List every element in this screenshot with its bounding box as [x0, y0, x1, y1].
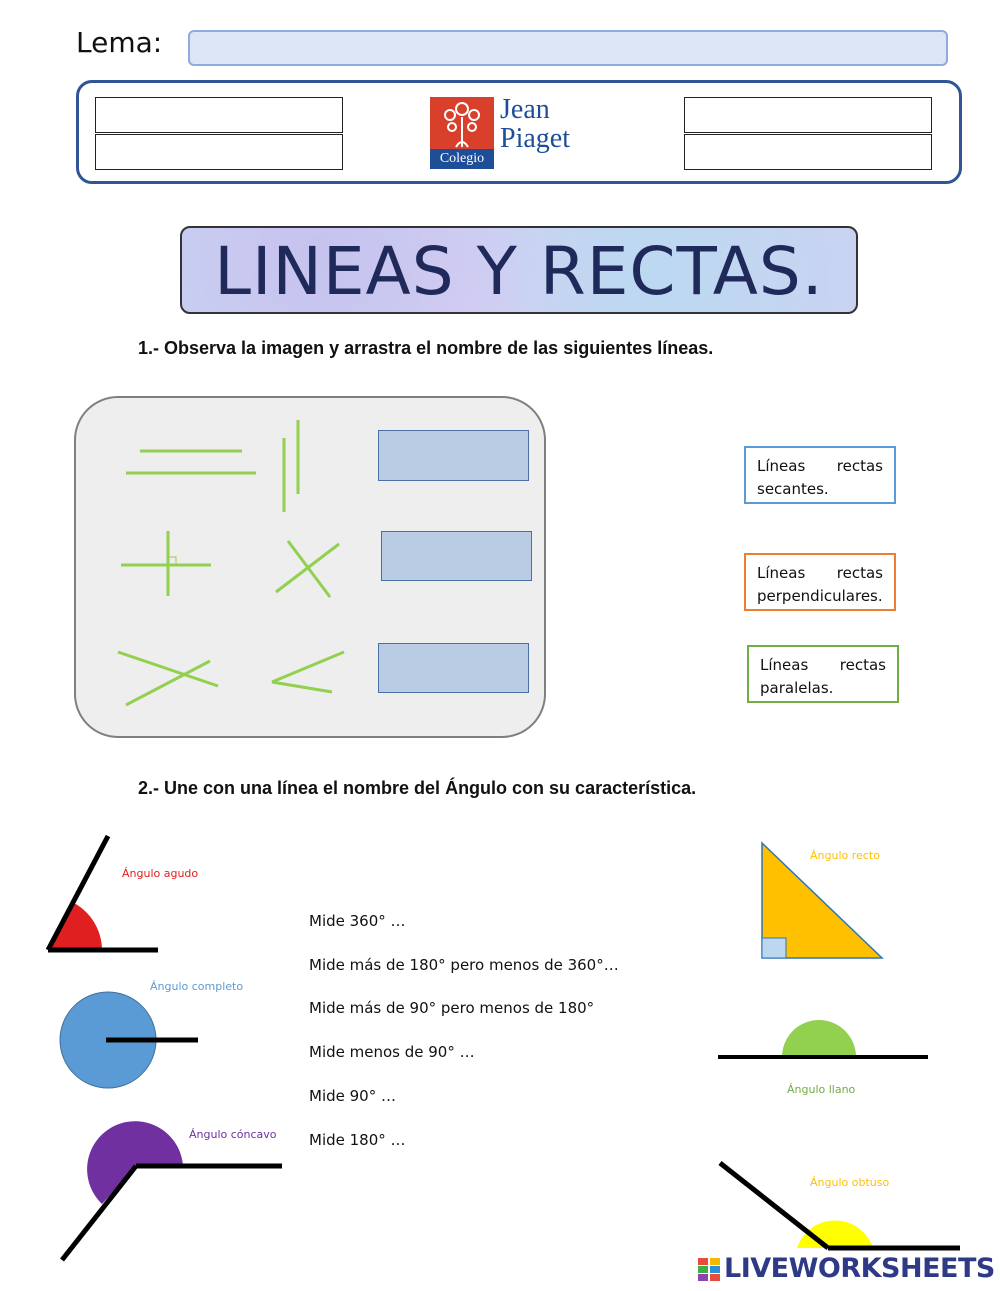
complete-angle-figure [60, 992, 198, 1088]
characteristic-item: Mide 180° … [309, 1131, 406, 1149]
parallel-vertical-lines [284, 420, 298, 512]
school-logo-emblem [430, 97, 494, 169]
header-field-left-bottom[interactable] [95, 134, 343, 170]
lema-input[interactable] [188, 30, 948, 66]
header-field-left-top[interactable] [95, 97, 343, 133]
characteristic-item: Mide menos de 90° … [309, 1043, 475, 1061]
straight-angle-figure [718, 1020, 928, 1057]
label-angulo-agudo: Ángulo agudo [122, 867, 199, 880]
label-angulo-recto: Ángulo recto [810, 849, 880, 862]
perpendicular-cross-lines [121, 531, 211, 596]
liveworksheets-brand: LIVEWORKSHEETS [724, 1253, 995, 1284]
option-line2: perpendiculares. [757, 587, 883, 605]
characteristic-item: Mide 90° … [309, 1087, 396, 1105]
header-field-right-bottom[interactable] [684, 134, 932, 170]
parallel-horizontal-lines [126, 451, 256, 473]
concave-angle-figure [62, 1121, 282, 1260]
drop-box-3[interactable] [378, 643, 529, 693]
school-logo-band: Colegio [430, 149, 494, 169]
left-angles-illustrations [40, 830, 300, 1270]
perpendicular-x-lines [276, 541, 339, 597]
secant-v-lines [272, 652, 344, 692]
option-line2: paralelas. [760, 679, 834, 697]
secant-lines [118, 652, 218, 705]
label-angulo-llano: Ángulo llano [787, 1083, 856, 1096]
drop-box-1[interactable] [378, 430, 529, 481]
school-logo-line1: Jean [500, 94, 550, 125]
option-word: Líneas [757, 564, 806, 582]
label-angulo-completo: Ángulo completo [150, 980, 244, 993]
header-field-right-top[interactable] [684, 97, 932, 133]
option-word: rectas [836, 564, 883, 582]
liveworksheets-logo-icon [698, 1258, 720, 1282]
option-word: Líneas [760, 656, 809, 674]
draggable-option-secantes[interactable] [744, 446, 896, 504]
acute-angle-figure [48, 836, 158, 950]
right-angles-illustrations [710, 835, 970, 1255]
characteristic-item: Mide 360° … [309, 912, 406, 930]
draggable-option-perpendiculares[interactable] [744, 553, 896, 611]
label-angulo-concavo: Ángulo cóncavo [189, 1128, 277, 1141]
draggable-option-paralelas[interactable] [747, 645, 899, 703]
option-word: rectas [836, 457, 883, 475]
lema-label: Lema: [76, 26, 163, 59]
option-line2: secantes. [757, 480, 829, 498]
tree-icon [430, 97, 494, 149]
characteristic-item: Mide más de 90° pero menos de 180° [309, 999, 595, 1017]
label-angulo-obtuso: Ángulo obtuso [810, 1176, 890, 1189]
page-title: LINEAS Y RECTAS. [214, 233, 824, 310]
school-logo-text [500, 95, 570, 153]
instruction-2: 2.- Une con una línea el nombre del Ángulo con su característica. [138, 778, 697, 798]
option-word: Líneas [757, 457, 806, 475]
instruction-1: 1.- Observa la imagen y arrastra el nombre de las siguientes líneas. [138, 338, 714, 358]
drop-box-2[interactable] [381, 531, 532, 581]
characteristic-item: Mide más de 180° pero menos de 360°… [309, 956, 619, 974]
school-logo-line2: Piaget [500, 123, 570, 154]
option-word: rectas [839, 656, 886, 674]
